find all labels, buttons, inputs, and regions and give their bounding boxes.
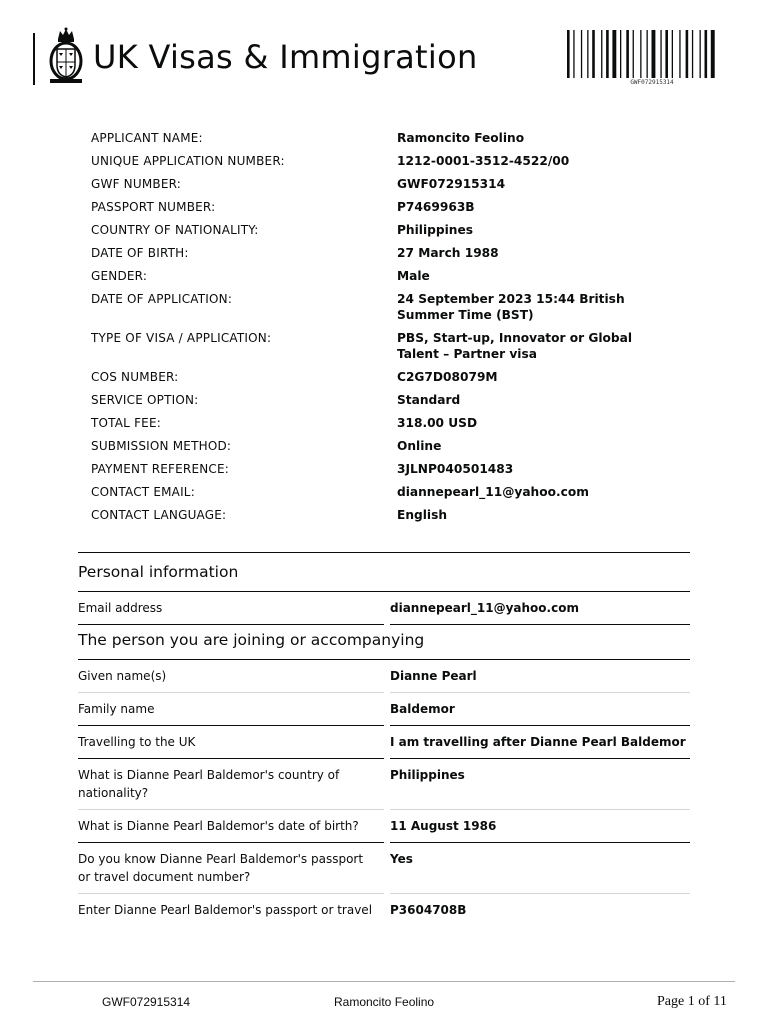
- summary-label: COS NUMBER:: [91, 370, 179, 384]
- footer-gwf-number: GWF072915314: [102, 995, 191, 1009]
- summary-row: [91, 461, 691, 477]
- summary-value: PBS, Start-up, Innovator or Global Talent – Partner visa: [397, 331, 633, 361]
- answer-value: Philippines: [390, 759, 690, 810]
- qa-row: [78, 726, 690, 759]
- footer-rule: [33, 981, 735, 982]
- qa-row: [78, 592, 690, 625]
- summary-label: APPLICANT NAME:: [91, 131, 203, 145]
- summary-label: GENDER:: [91, 269, 148, 283]
- summary-value: Standard: [397, 393, 461, 407]
- summary-label: GWF NUMBER:: [91, 177, 182, 191]
- summary-value: English: [397, 508, 448, 522]
- summary-label: DATE OF APPLICATION:: [91, 292, 233, 306]
- barcode-number: GWF072915314: [630, 79, 674, 86]
- summary-value: 27 March 1988: [397, 246, 499, 260]
- qa-row: [78, 843, 690, 894]
- summary-label: CONTACT EMAIL:: [91, 485, 195, 499]
- summary-row: [91, 438, 691, 454]
- qa-row: [78, 693, 690, 726]
- qa-row: [78, 759, 690, 810]
- section-heading: The person you are joining or accompanying: [78, 631, 425, 649]
- barcode-image: [567, 30, 737, 82]
- question-label: Given name(s): [78, 660, 384, 693]
- question-label: What is Dianne Pearl Baldemor's country of nationality?: [78, 759, 384, 810]
- summary-value: GWF072915314: [397, 177, 506, 191]
- summary-label: DATE OF BIRTH:: [91, 246, 189, 260]
- summary-row: [91, 330, 691, 362]
- summary-value: diannepearl_11@yahoo.com: [397, 485, 589, 499]
- summary-label: TYPE OF VISA / APPLICATION:: [91, 331, 272, 345]
- summary-row: [91, 507, 691, 523]
- summary-row: [91, 199, 691, 215]
- question-label: Enter Dianne Pearl Baldemor's passport or travel: [78, 903, 373, 917]
- application-summary: [91, 130, 691, 530]
- summary-row: [91, 484, 691, 500]
- summary-label: UNIQUE APPLICATION NUMBER:: [91, 154, 285, 168]
- answer-value: Dianne Pearl: [390, 660, 690, 693]
- summary-row: [91, 415, 691, 431]
- summary-value: Ramoncito Feolino: [397, 131, 525, 145]
- summary-value: 318.00 USD: [397, 416, 478, 430]
- summary-row: [91, 392, 691, 408]
- qa-row: [78, 810, 690, 843]
- section-heading: Personal information: [78, 563, 239, 581]
- summary-row: [91, 153, 691, 169]
- qa-row: [78, 660, 690, 693]
- question-label: Email address: [78, 592, 384, 625]
- question-label: What is Dianne Pearl Baldemor's date of birth?: [78, 810, 384, 843]
- summary-row: [91, 245, 691, 261]
- summary-label: PASSPORT NUMBER:: [91, 200, 216, 214]
- summary-row: [91, 222, 691, 238]
- summary-row: [91, 268, 691, 284]
- summary-label: CONTACT LANGUAGE:: [91, 508, 227, 522]
- brand-title: UK Visas & Immigration: [93, 38, 478, 76]
- footer-page-number: Page 1 of 11: [657, 994, 727, 1009]
- summary-label: TOTAL FEE:: [91, 416, 161, 430]
- question-label: Travelling to the UK: [78, 726, 384, 759]
- summary-value: 3JLNP040501483: [397, 462, 514, 476]
- summary-value: C2G7D08079M: [397, 370, 498, 384]
- summary-row: [91, 369, 691, 385]
- answer-value: Baldemor: [390, 693, 690, 726]
- summary-value: Philippines: [397, 223, 473, 237]
- question-label: Do you know Dianne Pearl Baldemor's passport or travel document number?: [78, 843, 384, 894]
- answer-value: Yes: [390, 843, 690, 894]
- qa-row: [78, 894, 690, 926]
- footer-applicant-name: Ramoncito Feolino: [334, 995, 435, 1009]
- summary-row: [91, 291, 691, 323]
- summary-label: SUBMISSION METHOD:: [91, 439, 232, 453]
- answer-value: P3604708B: [390, 903, 467, 917]
- summary-label: SERVICE OPTION:: [91, 393, 199, 407]
- royal-crest-icon: [46, 27, 86, 85]
- joining-section: [78, 622, 690, 926]
- summary-row: [91, 130, 691, 146]
- summary-label: PAYMENT REFERENCE:: [91, 462, 230, 476]
- answer-value: I am travelling after Dianne Pearl Baldemor: [390, 726, 690, 759]
- answer-value: diannepearl_11@yahoo.com: [390, 592, 690, 625]
- answer-value: 11 August 1986: [390, 810, 690, 843]
- summary-value: P7469963B: [397, 200, 475, 214]
- summary-value: Male: [397, 269, 430, 283]
- summary-label: COUNTRY OF NATIONALITY:: [91, 223, 259, 237]
- personal-information-section: [78, 552, 690, 625]
- summary-value: Online: [397, 439, 442, 453]
- header-divider: [33, 33, 35, 85]
- summary-row: [91, 176, 691, 192]
- document-header: [0, 0, 768, 100]
- summary-value: 24 September 2023 15:44 British Summer Time (BST): [397, 292, 625, 322]
- summary-value: 1212-0001-3512-4522/00: [397, 154, 570, 168]
- question-label: Family name: [78, 693, 384, 726]
